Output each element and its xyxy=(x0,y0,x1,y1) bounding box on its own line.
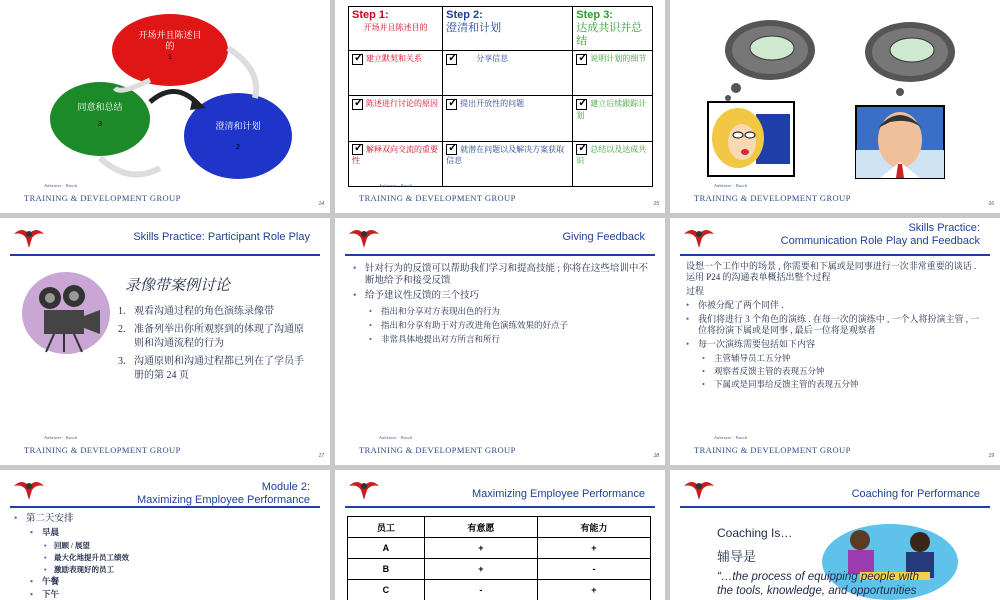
slide-thumbnail-22[interactable] xyxy=(670,470,1000,600)
list-item: • 我们将进行 3 个角色的演练 . 在每一次的演练中 , 一个人将扮演主管 , 一位将扮演下属或是同事 , 最后一位将是观察者 xyxy=(686,314,986,336)
list-item: • 每一次演练需要包括如下内容 xyxy=(686,339,986,350)
slide-thumbnail-19[interactable] xyxy=(670,218,1000,465)
bullet-list xyxy=(353,263,651,347)
list-item: • 回顾 / 展望 xyxy=(14,540,316,551)
checkbox-icon xyxy=(446,99,457,110)
footer-brand: Anheuser · Busch TRAINING & DEVELOPMENT GROUP xyxy=(359,435,516,455)
footer-brand: Anheuser · Busch TRAINING & DEVELOPMENT GROUP xyxy=(694,183,851,203)
checkbox-icon xyxy=(352,54,363,65)
page-number: 15 xyxy=(653,201,659,207)
list-item: 3. 沟通原则和沟通过程都已列在了学员手册的第 24 页 xyxy=(118,356,304,381)
list-item: • 针对行为的反馈可以帮助我们学习和提高技能 ; 你将在这些培训中不断地给予和接受反馈 xyxy=(353,263,651,287)
table-header: 有意愿 xyxy=(424,517,537,538)
list-item: • 指出和分享对方表现出色的行为 xyxy=(353,305,651,317)
list-item: • 给予建议性反馈的三个技巧 xyxy=(353,290,651,302)
list-item: • 观察者反馈主管的表现五分钟 xyxy=(686,366,986,377)
slide-thumbnail-18[interactable] xyxy=(335,218,665,465)
list-item: 1. 观看沟通过程的角色演练录像带 xyxy=(118,306,274,317)
intro-text: 设想一个工作中的场景 , 你需要和下属或是同事进行一次非常重要的谈话 . 运用 P24 的沟通表单概括出整个过程 xyxy=(686,261,977,282)
step-1-header: Step 1: 开场并且陈述目的 xyxy=(349,7,443,51)
coaching-quote: “…the process of equipping people with the tools, knowledge, and opportunities xyxy=(717,571,920,597)
list-item: 2. 准备列举出你所观察到的体现了沟通原则和沟通流程的行为 xyxy=(118,324,304,349)
slide-title: Giving Feedback xyxy=(562,231,645,243)
cycle-arrows-icon xyxy=(0,0,330,213)
checkbox-icon xyxy=(576,99,587,110)
bullet-list xyxy=(686,261,986,392)
slide-thumbnail-21[interactable] xyxy=(335,470,665,600)
table-row: C - + xyxy=(348,580,651,600)
list-item: • 非常具体地提出对方所言和所行 xyxy=(353,333,651,345)
checkbox-icon xyxy=(446,144,457,155)
ellipse-open-purpose: 开场并且陈述目的 1 xyxy=(112,14,228,86)
slide-title: Skills Practice: Communication Role Play and Feedback xyxy=(780,222,980,247)
list-item: • 下属或是同事给反馈主管的表现五分钟 xyxy=(686,379,986,390)
table-header: 员工 xyxy=(348,517,425,538)
steps-table: Step 1: 开场并且陈述目的 Step 2: 澄清和计划 Step 3: 达成共识并总结 ✓建立默契和关系 ✓ 分享信息 ✓ 说明计划的细节 ✓陈述进行讨论的原因 ✓ 提出开放性的问题 ✓ 建立后续跟踪计划 ✓解释双向交流的重要性 ✓就潜在问题以及解决方案获取信息 ✓总结以及达成共识 xyxy=(348,6,653,187)
list-item: • 激励表现好的员工 xyxy=(14,564,316,575)
ellipse-agree-summarize: 同意和总结 3 xyxy=(50,82,150,156)
footer-brand: Anheuser · Busch TRAINING & DEVELOPMENT GROUP xyxy=(24,183,181,203)
table-header: 有能力 xyxy=(537,517,650,538)
header-divider xyxy=(345,506,655,508)
woman-thinking-frog-illustration xyxy=(700,10,820,180)
eagle-logo-icon xyxy=(347,476,381,502)
page-number: 18 xyxy=(653,453,659,459)
eagle-logo-icon xyxy=(682,224,716,250)
checkbox-icon xyxy=(576,144,587,155)
bullet-list xyxy=(14,514,316,600)
slide-title: Module 2: Maximizing Employee Performance xyxy=(136,481,310,506)
table-row: A + + xyxy=(348,538,651,559)
slide-thumbnail-15[interactable] xyxy=(335,0,665,213)
header-divider xyxy=(10,506,320,508)
eagle-logo-icon xyxy=(347,224,381,250)
checkbox-icon xyxy=(352,144,363,155)
slide-thumbnail-16[interactable] xyxy=(670,0,1000,213)
ellipse-clarify-plan: 澄清和计划 2 xyxy=(184,93,292,179)
table-row: B + - xyxy=(348,559,651,580)
step-2-header: Step 2: 澄清和计划 xyxy=(443,7,573,51)
numbered-list xyxy=(118,305,308,383)
list-item: • 第二天安排 xyxy=(14,514,316,525)
header-divider xyxy=(680,506,990,508)
eagle-logo-icon xyxy=(12,476,46,502)
footer-brand: Anheuser · Busch TRAINING & DEVELOPMENT GROUP xyxy=(24,435,181,455)
process-label: 过程 xyxy=(686,286,705,296)
page-number: 19 xyxy=(988,453,994,459)
footer-brand: Anheuser · Busch TRAINING & DEVELOPMENT GROUP xyxy=(359,183,516,203)
coaching-heading-cn: 辅导是 xyxy=(717,549,757,564)
coaching-heading: Coaching Is… xyxy=(717,526,793,540)
slide-thumbnail-14[interactable] xyxy=(0,0,330,213)
list-item: • 早晨 xyxy=(14,527,316,538)
eagle-logo-icon xyxy=(12,224,46,250)
page-number: 14 xyxy=(318,201,324,207)
eagle-logo-icon xyxy=(682,476,716,502)
list-item: • 最大化地提升员工绩效 xyxy=(14,552,316,563)
page-number: 17 xyxy=(318,453,324,459)
slide-thumbnail-20[interactable] xyxy=(0,470,330,600)
slide-title: Maximizing Employee Performance xyxy=(471,488,645,500)
page-number: 16 xyxy=(988,201,994,207)
slide-title: Skills Practice: Participant Role Play xyxy=(133,231,310,243)
step-3-header: Step 3: 达成共识并总结 xyxy=(573,7,653,51)
checkbox-icon xyxy=(576,54,587,65)
section-heading: 录像带案例讨论 xyxy=(125,278,231,294)
list-item: • 你被分配了两个同伴 . xyxy=(686,300,986,311)
header-divider xyxy=(680,254,990,256)
checkbox-icon xyxy=(352,99,363,110)
header-divider xyxy=(10,254,320,256)
performance-table xyxy=(347,516,651,600)
video-camera-icon xyxy=(20,270,112,356)
list-item: • 主管辅导员工五分钟 xyxy=(686,353,986,364)
list-item: • 午餐 xyxy=(14,576,316,587)
header-divider xyxy=(345,254,655,256)
slide-thumbnail-17[interactable] xyxy=(0,218,330,465)
man-thinking-frog-illustration xyxy=(850,10,970,180)
checkbox-icon xyxy=(446,54,457,65)
slide-title: Coaching for Performance xyxy=(851,488,980,500)
list-item: • 下午 xyxy=(14,589,316,600)
footer-brand: Anheuser · Busch TRAINING & DEVELOPMENT GROUP xyxy=(694,435,851,455)
list-item: • 指出和分享有助于对方改进角色演练效果的好点子 xyxy=(353,319,651,331)
